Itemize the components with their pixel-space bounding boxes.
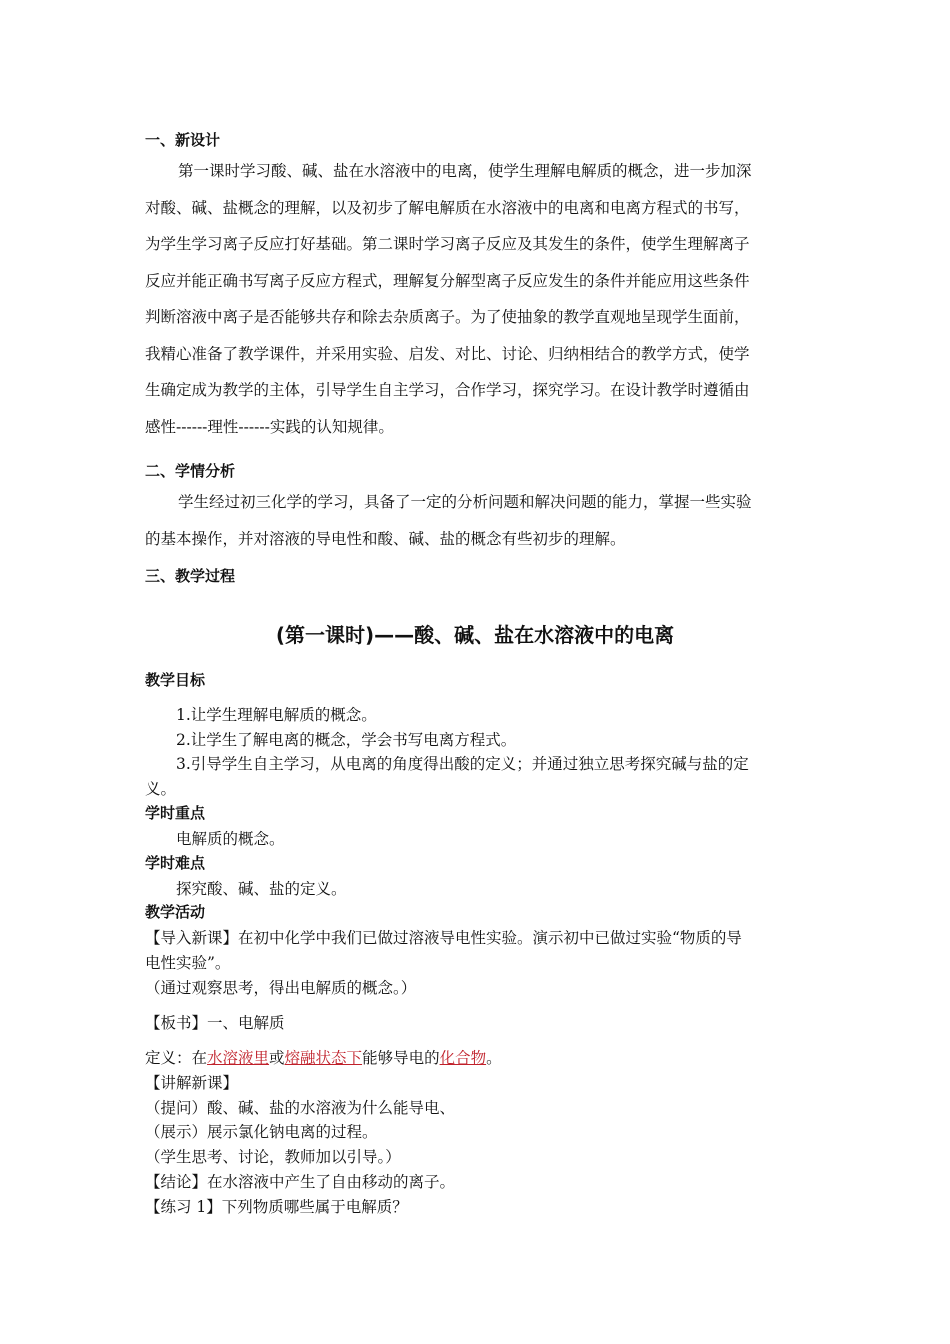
definition-mid: 能够导电的 xyxy=(362,1049,440,1067)
definition-term: 水溶液里 xyxy=(207,1049,270,1067)
definition-line xyxy=(145,1046,810,1068)
definition-prefix: 定义：在 xyxy=(145,1049,208,1067)
paragraph-line: 感性------理性------实践的认知规律。 xyxy=(145,417,394,436)
intro-line: 【导入新课】在初中化学中我们已做过溶液导电性实验。演示初中已做过实验“物质的导 xyxy=(145,929,742,947)
exercise-line: 【练习 1】下列物质哪些属于电解质？ xyxy=(145,1198,408,1216)
paragraph-line: 对酸、碱、盐概念的理解，以及初步了解电解质在水溶液中的电离和电离方程式的书写， xyxy=(145,198,750,217)
section-heading-process: 三、教学过程 xyxy=(145,567,236,585)
goal-item: 1.让学生理解电解质的概念。 xyxy=(176,706,377,724)
intro-line: 电性实验”。 xyxy=(145,954,231,972)
show-line: （展示）展示氯化钠电离的过程。 xyxy=(145,1123,378,1141)
paragraph-line: 反应并能正确书写离子反应方程式，理解复分解型离子反应发生的条件并能应用这些条件 xyxy=(145,271,750,290)
question-line: （提问）酸、碱、盐的水溶液为什么能导电、 xyxy=(145,1099,456,1117)
paragraph-line: 的基本操作，并对溶液的导电性和酸、碱、盐的概念有些初步的理解。 xyxy=(145,529,626,548)
lecture-label: 【讲解新课】 xyxy=(145,1074,239,1092)
goal-item: 义。 xyxy=(145,780,177,798)
lesson-title: (第一课时)——酸、碱、盐在水溶液中的电离 xyxy=(275,623,675,647)
definition-or: 或 xyxy=(269,1049,285,1067)
key-point-heading: 学时重点 xyxy=(145,804,206,822)
observe-note: （通过观察思考，得出电解质的概念。） xyxy=(145,979,417,997)
paragraph-line: 生确定成为教学的主体，引导学生自主学习，合作学习，探究学习。在设计教学时遵循由 xyxy=(145,381,750,399)
paragraph-line: 学生经过初三化学的学习，具备了一定的分析问题和解决问题的能力，掌握一些实验 xyxy=(178,493,752,511)
goals-heading: 教学目标 xyxy=(145,671,206,689)
definition-term: 化合物 xyxy=(439,1049,487,1067)
conclusion-line: 【结论】在水溶液中产生了自由移动的离子。 xyxy=(145,1173,456,1191)
goal-item: 3.引导学生自主学习，从电离的角度得出酸的定义；并通过独立思考探究碱与盐的定 xyxy=(176,755,749,773)
paragraph-line: 为学生学习离子反应打好基础。第二课时学习离子反应及其发生的条件，使学生理解离子 xyxy=(145,235,750,253)
definition-end: 。 xyxy=(486,1049,502,1067)
activities-heading: 教学活动 xyxy=(145,903,206,921)
analysis-paragraph xyxy=(145,484,810,557)
section-heading-analysis: 二、学情分析 xyxy=(145,462,236,480)
goal-item: 2.让学生了解电离的概念，学会书写电离方程式。 xyxy=(176,731,517,749)
definition-term: 熔融状态下 xyxy=(284,1049,363,1067)
paragraph-line: 第一课时学习酸、碱、盐在水溶液中的电离，使学生理解电解质的概念，进一步加深 xyxy=(178,162,752,180)
design-paragraph xyxy=(145,153,810,445)
think-line: （学生思考、讨论，教师加以引导。） xyxy=(145,1148,401,1166)
section-heading-design: 一、新设计 xyxy=(145,131,221,149)
difficulty-heading: 学时难点 xyxy=(145,854,206,872)
key-point-text: 电解质的概念。 xyxy=(176,830,285,848)
difficulty-text: 探究酸、碱、盐的定义。 xyxy=(176,880,347,898)
board-note: 【板书】一、电解质 xyxy=(145,1014,285,1032)
paragraph-line: 判断溶液中离子是否能够共存和除去杂质离子。为了使抽象的教学直观地呈现学生面前， xyxy=(145,308,750,326)
paragraph-line: 我精心准备了教学课件，并采用实验、启发、对比、讨论、归纳相结合的教学方式，使学 xyxy=(145,344,750,363)
